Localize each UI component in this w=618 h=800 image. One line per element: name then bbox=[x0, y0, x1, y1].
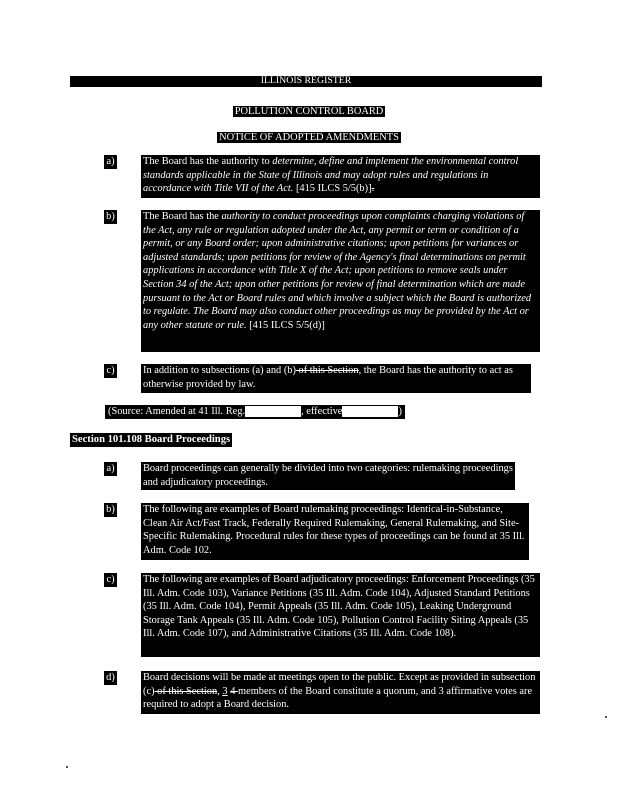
text-run: The Board has the authority to bbox=[143, 156, 273, 167]
text-run: [415 ILCS 5/5(b)] bbox=[293, 183, 372, 195]
item-label: d) bbox=[104, 671, 117, 685]
item-label: b) bbox=[104, 210, 117, 224]
subsection-b-text bbox=[141, 210, 540, 352]
subsection-c-text bbox=[141, 573, 540, 657]
register-title: ILLINOIS REGISTER bbox=[260, 75, 352, 86]
text-run: of this Section bbox=[154, 685, 218, 697]
text-run: 3 bbox=[222, 685, 228, 697]
notice-title bbox=[0, 127, 618, 145]
text-run: The following are examples of Board rulemaking proceedings: Identical-in-Substance, Clean Air Act/Fast Track, Federally Required Rulemaking, General Rulemaking, and Site-Specific Rulemaking. Procedural rules for these types of proceedings can be found at 35 Ill. Adm. Code 102. bbox=[143, 504, 525, 556]
text-run: authority to conduct proceedings upon complaints charging violations of the Act, any rule or regulation adopted under the Act, any permit or term or condition of a permit, or any Board order; upon administrative citations; upon petitions for variances or adjusted standards; upon petitions for review of the Agency's final determinations on permit applications in accordance with Title X of the Act; upon petitions to remove seals under Section 34 of the Act; upon other petitions for review of final determination which are made pursuant to the Act or Board rules and which involve a subject which the Board is authorized to regulate. The Board may also conduct other proceedings as may be provided by the Act or any other statute or rule. bbox=[143, 211, 532, 331]
subsection-a-text bbox=[141, 155, 540, 198]
text-run: Board proceedings can generally be divided into two categories: rulemaking proceedings and adjudicatory proceedings. bbox=[143, 463, 513, 488]
item-label: a) bbox=[104, 155, 117, 169]
text-run: determine, define and implement the environmental control standards applicable in the State of Illinois and may adopt rules and regulations in accordance with Title VII of the Act. bbox=[143, 156, 519, 195]
item-label: c) bbox=[104, 573, 117, 587]
section-heading: Section 101.108 Board Proceedings bbox=[72, 434, 231, 445]
subsection-d-text bbox=[141, 671, 540, 714]
agency-title-text: POLLUTION CONTROL BOARD bbox=[234, 106, 384, 117]
blank-effective-date bbox=[342, 406, 398, 417]
text-run: , bbox=[217, 685, 223, 697]
source-note bbox=[105, 405, 405, 419]
text-run: 4 bbox=[230, 685, 238, 697]
text-run: The following are examples of Board adjudicatory proceedings: Enforcement Proceedings (35 Ill. Adm. Code 103), Variance Petitions (35 Ill. Adm. Code 104), Adjusted Standard Petitions (35 Ill. Adm. Code 104), Permit Appeals (35 Ill. Adm. Code 105), Leaking Underground Storage Tank Appeals (35 Ill. Adm. Code 105), Pollution Control Facility Siting Appeals (35 Ill. Adm. Code 107), and Administrative Citations (35 Ill. Adm. Code 108). bbox=[143, 574, 535, 640]
scan-speck bbox=[605, 716, 607, 718]
text-run: . bbox=[371, 183, 375, 195]
blank-register-number bbox=[245, 406, 301, 417]
scan-speck bbox=[66, 766, 68, 768]
item-label: b) bbox=[104, 503, 117, 517]
agency-title bbox=[0, 101, 618, 119]
item-label: a) bbox=[104, 462, 117, 476]
text-run: [415 ILCS 5/5(d)] bbox=[246, 319, 325, 331]
text-run: , the Board has the authority to act as otherwise provided by law. bbox=[143, 365, 513, 390]
text-run: Board decisions will be made at meetings open to the public. Except as provided in subsection (c) bbox=[143, 672, 536, 697]
source-suffix: ) bbox=[398, 406, 402, 417]
notice-title-text: NOTICE OF ADOPTED AMENDMENTS bbox=[219, 132, 399, 143]
source-middle: , effective bbox=[301, 406, 343, 417]
text-run: of this Section bbox=[295, 365, 359, 376]
subsection-c-text bbox=[141, 364, 531, 393]
subsection-a-text bbox=[141, 462, 515, 490]
subsection-b-text bbox=[141, 503, 529, 560]
text-run: The Board has the bbox=[143, 211, 222, 222]
text-run: In addition to subsections (a) and (b) bbox=[143, 365, 296, 376]
item-label: c) bbox=[104, 364, 117, 378]
source-prefix: (Source: Amended at 41 Ill. Reg. bbox=[108, 406, 246, 417]
text-run: members of the Board constitute a quorum, and 3 affirmative votes are required to adopt a Board decision. bbox=[143, 685, 533, 711]
